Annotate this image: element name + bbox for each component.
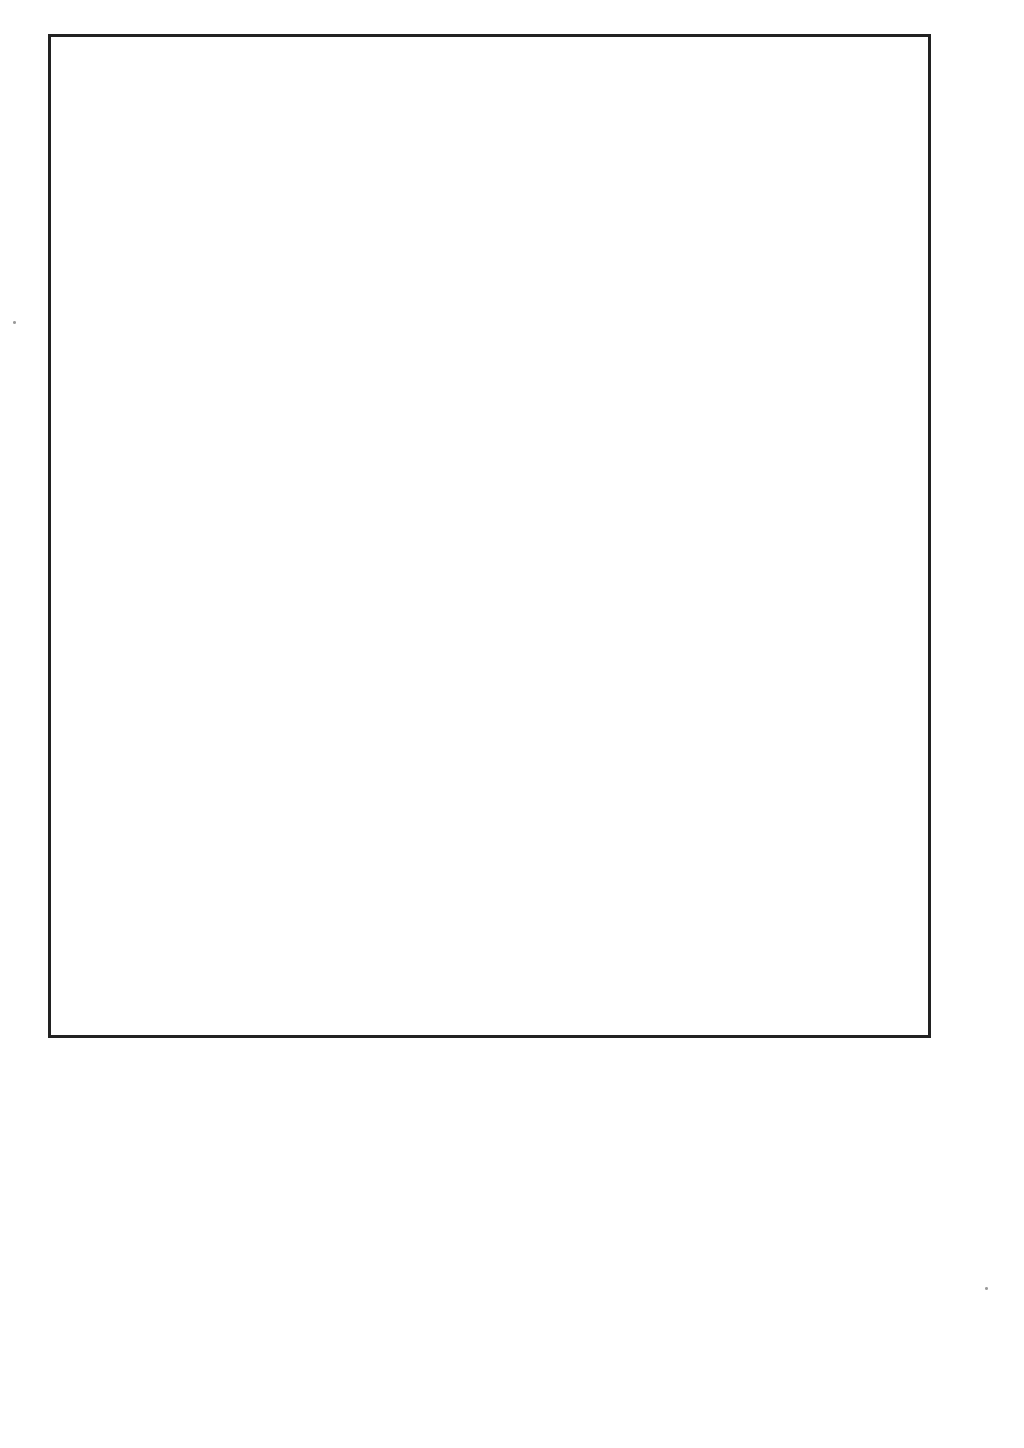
table-body <box>51 37 928 1035</box>
scan-speck <box>13 321 16 324</box>
scan-speck <box>985 1287 988 1290</box>
qualification-table <box>48 34 931 1038</box>
